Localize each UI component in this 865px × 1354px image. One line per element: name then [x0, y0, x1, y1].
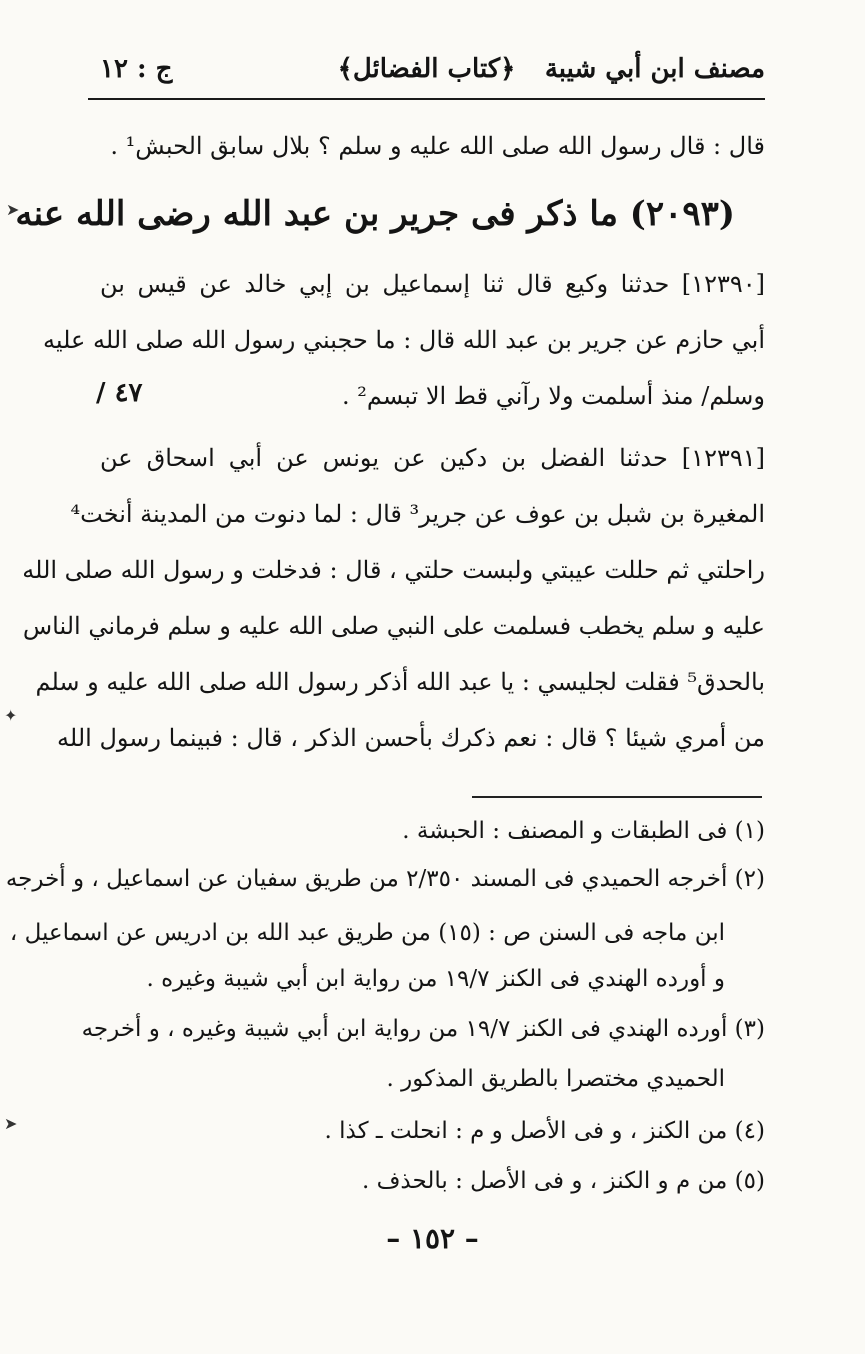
page-number: – ١٥٢ – — [386, 1222, 479, 1255]
margin-arrow-icon: ➤ — [6, 200, 20, 219]
margin-arrow-icon: ✦ — [4, 706, 18, 725]
text-line-2: [١٢٣٩٠] حدثنا وكيع قال ثنا إسماعيل بن إبي خالد عن قيس بن — [100, 270, 765, 298]
footnote-2: (٢) أخرجه الحميدي فى المسند ٢/٣٥٠ من طريق سفيان عن اسماعيل ، و أخرجه — [5, 866, 765, 892]
text-line-5: [١٢٣٩١] حدثنا الفضل بن دكين عن يونس عن أبي اسحاق عن — [100, 444, 765, 472]
text-line-9: بالحدق⁵ فقلت لجليسي : يا عبد الله أذكر رسول الله صلى الله عليه و سلم — [35, 668, 765, 696]
text-line-7: راحلتي ثم حللت عيبتي ولبست حلتي ، قال : فدخلت و رسول الله صلى الله — [22, 556, 765, 584]
volume-number: ج : ١٢ — [100, 54, 173, 84]
footnote-5: (٥) من م و الكنز ، و فى الأصل : بالحذف . — [361, 1168, 765, 1194]
footnote-1: (١) فى الطبقات و المصنف : الحبشة . — [402, 818, 765, 844]
text-line-1: قال : قال رسول الله صلى الله عليه و سلم ؟ بلال سابق الحبش¹ . — [110, 132, 765, 160]
chapter-title: ﴿كتاب الفضائل﴾ — [337, 54, 516, 84]
footnote-3: (٣) أورده الهندي فى الكنز ١٩/٧ من رواية ابن أبي شيبة وغيره ، و أخرجه — [81, 1016, 765, 1042]
text-line-8: عليه و سلم يخطب فسلمت على النبي صلى الله عليه و سلم فرماني الناس — [22, 612, 765, 640]
text-line-6: المغيرة بن شبل بن عوف عن جرير³ قال : لما دنوت من المدينة أنخت⁴ — [70, 500, 765, 528]
margin-arrow-icon: ➤ — [4, 1114, 18, 1133]
running-header — [88, 50, 765, 100]
section-heading: (٢٠٩٣) ما ذكر فى جرير بن عبد الله رضى الله عنه — [15, 194, 735, 234]
footnote-4: (٤) من الكنز ، و فى الأصل و م : انحلت ـ كذا . — [324, 1118, 765, 1144]
text-line-3: أبي حازم عن جرير بن عبد الله قال : ما حجبني رسول الله صلى الله عليه — [43, 326, 765, 354]
text-line-4: وسلم/ منذ أسلمت ولا رآني قط الا تبسم² . — [342, 382, 765, 410]
text-line-10: من أمري شيئا ؟ قال : نعم ذكرك بأحسن الذكر ، قال : فبينما رسول الله — [57, 724, 765, 752]
footnote-2-continuation: ابن ماجه فى السنن ص : (١٥) من طريق عبد الله بن ادريس عن اسماعيل ، — [9, 920, 725, 946]
book-title: مصنف ابن أبي شيبة — [544, 54, 765, 84]
footnote-separator — [472, 796, 762, 798]
footnote-3-continuation: الحميدي مختصرا بالطريق المذكور . — [386, 1066, 725, 1092]
folio-marker: ٤٧ / — [96, 378, 143, 408]
footnote-2-continuation: و أورده الهندي فى الكنز ١٩/٧ من رواية ابن أبي شيبة وغيره . — [146, 966, 725, 992]
